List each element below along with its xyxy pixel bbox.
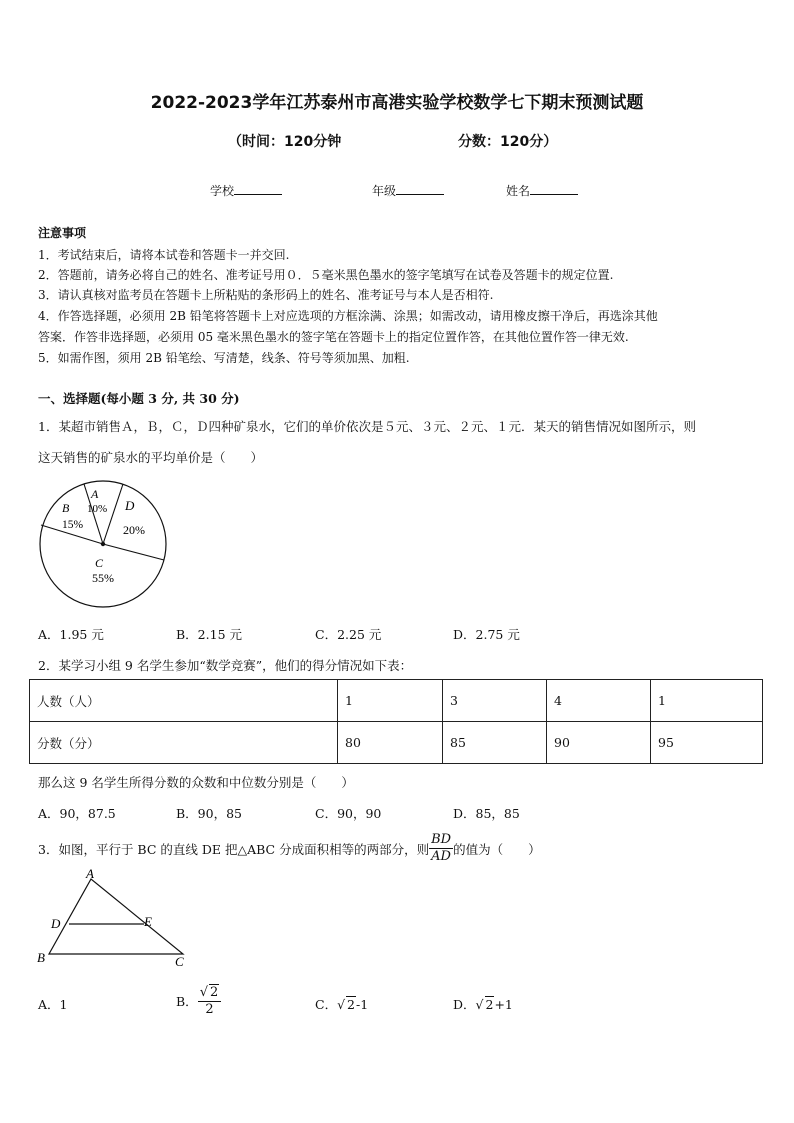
q2-question: 那么这 9 名学生所得分数的众数和中位数分别是（ ）: [38, 775, 354, 790]
table-row: [30, 680, 763, 722]
q1-stem-line1: 1．某超市销售Ａ，Ｂ，Ｃ，Ｄ四种矿泉水，它们的单价依次是５元、３元、２元、１元．某天的销售情况如图所示，则: [38, 419, 696, 434]
table-cell: 3: [443, 680, 547, 722]
slice-a-pct: 10%: [87, 503, 108, 515]
q3-option-c-radicand: 2: [347, 997, 355, 1012]
school-label: 学校: [210, 184, 235, 198]
notice-item: 5．如需作图，须用 2B 铅笔绘、写清楚，线条、符号等须加黑、加粗.: [38, 351, 410, 365]
table-cell: 95: [651, 722, 763, 764]
sqrt-icon: √: [337, 997, 346, 1012]
q2-option-a[interactable]: A．90，87.5: [38, 806, 116, 821]
q1-stem-line2: 这天销售的矿泉水的平均单价是（ ）: [38, 450, 264, 465]
q3-frac-den: AD: [431, 849, 451, 864]
q1-option-c[interactable]: C．2.25 元: [315, 627, 382, 642]
q2-option-d[interactable]: D．85，85: [453, 806, 520, 821]
q3-option-d-tail: +1: [494, 997, 513, 1012]
q3-option-c-tail: -1: [356, 997, 369, 1012]
q3-frac-num: BD: [431, 832, 452, 847]
q1-option-d[interactable]: D．2.75 元: [453, 627, 520, 642]
notice-heading: 注意事项: [38, 226, 87, 240]
grade-label: 年级: [372, 184, 397, 198]
score-table: [29, 679, 763, 764]
q2-option-b[interactable]: B．90，85: [176, 806, 242, 821]
table-cell: 1: [651, 680, 763, 722]
slice-d-pct: 20%: [123, 523, 145, 537]
slice-c-label: C: [95, 556, 104, 570]
slice-d-label: D: [125, 498, 135, 513]
q3-stem-pre: 3．如图，平行于 BC 的直线 DE 把△ABC 分成面积相等的两部分，则: [38, 841, 430, 857]
grade-blank[interactable]: [396, 182, 444, 195]
school-field[interactable]: [210, 182, 282, 199]
q3-fraction: [429, 832, 453, 865]
pie-center-dot: [101, 542, 105, 546]
slice-c-pct: 55%: [92, 571, 114, 585]
name-label: 姓名: [506, 184, 531, 198]
notice-item: 2．答题前，请务必将自己的姓名、准考证号用０．５毫米黑色墨水的签字笔填写在试卷及答题卡的规定位置.: [38, 268, 614, 282]
q3-option-b[interactable]: [176, 984, 221, 1018]
table-cell: 85: [443, 722, 547, 764]
q3-option-b-radicand: 2: [209, 985, 219, 1000]
vertex-a-label: A: [86, 866, 94, 881]
q3-option-b-den: 2: [205, 1002, 214, 1017]
q3-option-a[interactable]: A．1: [38, 997, 68, 1012]
table-cell: 分数（分）: [30, 722, 338, 764]
table-row: [30, 722, 763, 764]
notice-item: 4．作答选择题，必须用 2B 铅笔将答题卡上对应选项的方框涂满、涂黑；如需改动，请用橡皮擦干净后，再选涂其他: [38, 309, 658, 323]
table-cell: 1: [338, 680, 443, 722]
section-heading: 一、选择题(每小题 3 分, 共 30 分): [38, 391, 240, 406]
table-cell: 90: [547, 722, 651, 764]
point-d-label: D: [51, 916, 61, 931]
q3-option-d-radicand: 2: [485, 997, 494, 1012]
slice-b-label: B: [62, 501, 70, 515]
q3-option-c[interactable]: [315, 995, 368, 1013]
table-cell: 人数（人）: [30, 680, 338, 722]
slice-b-pct: 15%: [62, 519, 84, 531]
pie-divider-c-d: [103, 544, 164, 560]
table-cell: 80: [338, 722, 443, 764]
q1-option-b[interactable]: B．2.15 元: [176, 627, 242, 642]
q3-stem-post: 的值为（ ）: [453, 841, 541, 857]
page-title: 2022-2023学年江苏泰州市高港实验学校数学七下期末预测试题: [150, 93, 644, 113]
sqrt-icon: √: [475, 997, 484, 1012]
q3-stem: [38, 832, 541, 865]
pie-chart: [38, 479, 172, 611]
slice-a-label: A: [91, 487, 99, 501]
notice-item: 1．考试结束后，请将本试卷和答题卡一并交回.: [38, 248, 290, 262]
school-blank[interactable]: [234, 182, 282, 195]
q3-option-d-prefix: D．: [453, 997, 476, 1012]
q3-option-b-fraction: [198, 984, 222, 1018]
q3-option-c-prefix: C．: [315, 997, 338, 1012]
point-e-label: E: [144, 914, 152, 929]
notice-item: 答案．作答非选择题，必须用 05 毫米黑色墨水的签字笔在答题卡上的指定位置作答，在其他位置作答一律无效.: [38, 330, 629, 344]
name-field[interactable]: [506, 182, 578, 199]
table-cell: 4: [547, 680, 651, 722]
q2-option-c[interactable]: C．90，90: [315, 806, 382, 821]
score-label: 分数：120分）: [458, 134, 558, 150]
q3-option-d[interactable]: [453, 995, 513, 1013]
time-label: （时间：120分钟: [228, 134, 342, 150]
vertex-c-label: C: [175, 954, 184, 969]
q2-stem: 2．某学习小组 9 名学生参加“数学竞赛”，他们的得分情况如下表：: [38, 658, 413, 673]
q3-option-b-num: √ 2: [198, 984, 222, 1002]
triangle-abc: [49, 879, 183, 954]
triangle-figure: [32, 866, 192, 972]
vertex-b-label: B: [37, 950, 45, 965]
name-blank[interactable]: [530, 182, 578, 195]
notice-item: 3．请认真核对监考员在答题卡上所粘贴的条形码上的姓名、准考证号与本人是否相符.: [38, 288, 494, 302]
q3-option-b-prefix: B．: [176, 994, 198, 1009]
q1-option-a[interactable]: A．1.95 元: [38, 627, 104, 642]
grade-field[interactable]: [372, 182, 444, 199]
